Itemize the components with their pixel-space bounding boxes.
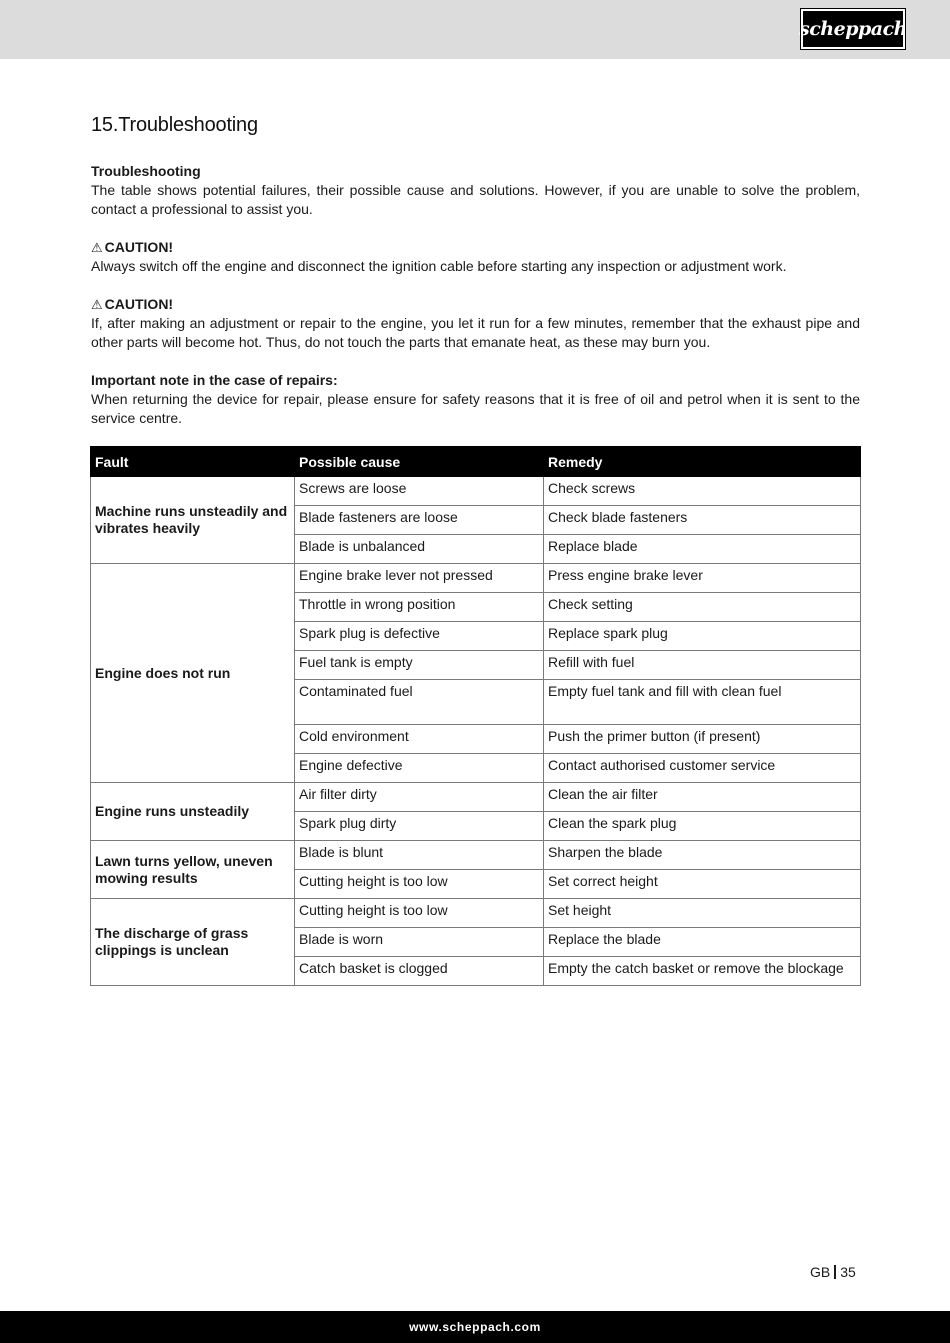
table-row — [91, 841, 861, 870]
intro-block — [91, 162, 860, 219]
remedy-cell: Replace the blade — [544, 928, 861, 957]
warning-triangle-icon: ⚠ — [91, 297, 103, 312]
note-text: When returning the device for repair, please ensure for safety reasons that it is free of oil and petrol when it is sent to the service centre. — [91, 391, 860, 426]
remedy-cell: Check screws — [544, 477, 861, 506]
remedy-cell: Check blade fasteners — [544, 506, 861, 535]
table-row — [91, 477, 861, 506]
footer-url[interactable]: www.scheppach.com — [409, 1320, 541, 1334]
column-header-remedy: Remedy — [544, 447, 861, 477]
remedy-cell: Check setting — [544, 593, 861, 622]
remedy-cell: Clean the air filter — [544, 783, 861, 812]
cause-cell: Blade is worn — [295, 928, 544, 957]
remedy-cell: Replace blade — [544, 535, 861, 564]
section-title: 15.Troubleshooting — [91, 114, 258, 136]
cause-cell: Engine brake lever not pressed — [295, 564, 544, 593]
table-row — [91, 783, 861, 812]
remedy-cell: Press engine brake lever — [544, 564, 861, 593]
cause-cell: Cutting height is too low — [295, 899, 544, 928]
note-heading: Important note in the case of repairs: — [91, 372, 338, 388]
caution-block-1 — [91, 238, 860, 276]
remedy-cell: Refill with fuel — [544, 651, 861, 680]
caution-label: CAUTION! — [104, 296, 174, 312]
caution-block-2 — [91, 295, 860, 352]
remedy-cell: Empty fuel tank and fill with clean fuel — [544, 680, 861, 725]
remedy-cell: Push the primer button (if present) — [544, 725, 861, 754]
remedy-cell: Sharpen the blade — [544, 841, 861, 870]
cause-cell: Screws are loose — [295, 477, 544, 506]
scheppach-logo: scheppach — [801, 9, 905, 49]
caution-text: If, after making an adjustment or repair to the engine, you let it run for a few minutes, remember that the exhaust pipe and other parts will become hot. Thus, do not touch the parts that emanate heat, as these may burn you. — [91, 315, 860, 350]
cause-cell: Blade is blunt — [295, 841, 544, 870]
cause-cell: Engine defective — [295, 754, 544, 783]
repair-note-block — [91, 371, 860, 428]
main-content — [91, 114, 860, 428]
footer-bar — [0, 1311, 950, 1343]
cause-cell: Spark plug is defective — [295, 622, 544, 651]
column-header-cause: Possible cause — [295, 447, 544, 477]
fault-cell: The discharge of grass clippings is unclean — [91, 899, 295, 986]
warning-triangle-icon: ⚠ — [91, 240, 103, 255]
remedy-cell: Contact authorised customer service — [544, 754, 861, 783]
cause-cell: Fuel tank is empty — [295, 651, 544, 680]
cause-cell: Cutting height is too low — [295, 870, 544, 899]
intro-text: The table shows potential failures, their possible cause and solutions. However, if you are unable to solve the problem, contact a professional to assist you. — [91, 182, 860, 217]
cause-cell: Cold environment — [295, 725, 544, 754]
caution-text: Always switch off the engine and disconnect the ignition cable before starting any inspection or adjustment work. — [91, 258, 787, 274]
intro-heading: Troubleshooting — [91, 163, 201, 179]
fault-cell: Machine runs unsteadily and vibrates heavily — [91, 477, 295, 564]
fault-cell: Engine does not run — [91, 564, 295, 783]
cause-cell: Air filter dirty — [295, 783, 544, 812]
cause-cell: Contaminated fuel — [295, 680, 544, 725]
cause-cell: Catch basket is clogged — [295, 957, 544, 986]
column-header-fault: Fault — [91, 447, 295, 477]
caution-label: CAUTION! — [104, 239, 174, 255]
page-number: GB 35 — [810, 1264, 856, 1280]
cause-cell: Spark plug dirty — [295, 812, 544, 841]
remedy-cell: Clean the spark plug — [544, 812, 861, 841]
remedy-cell: Replace spark plug — [544, 622, 861, 651]
troubleshooting-table — [90, 446, 861, 986]
cause-cell: Blade fasteners are loose — [295, 506, 544, 535]
cause-cell: Throttle in wrong position — [295, 593, 544, 622]
remedy-cell: Set correct height — [544, 870, 861, 899]
table-header-row — [91, 447, 861, 477]
fault-cell: Engine runs unsteadily — [91, 783, 295, 841]
table-row — [91, 899, 861, 928]
table-row — [91, 564, 861, 593]
fault-cell: Lawn turns yellow, uneven mowing results — [91, 841, 295, 899]
page-separator — [834, 1265, 836, 1279]
remedy-cell: Set height — [544, 899, 861, 928]
cause-cell: Blade is unbalanced — [295, 535, 544, 564]
remedy-cell: Empty the catch basket or remove the blockage — [544, 957, 861, 986]
